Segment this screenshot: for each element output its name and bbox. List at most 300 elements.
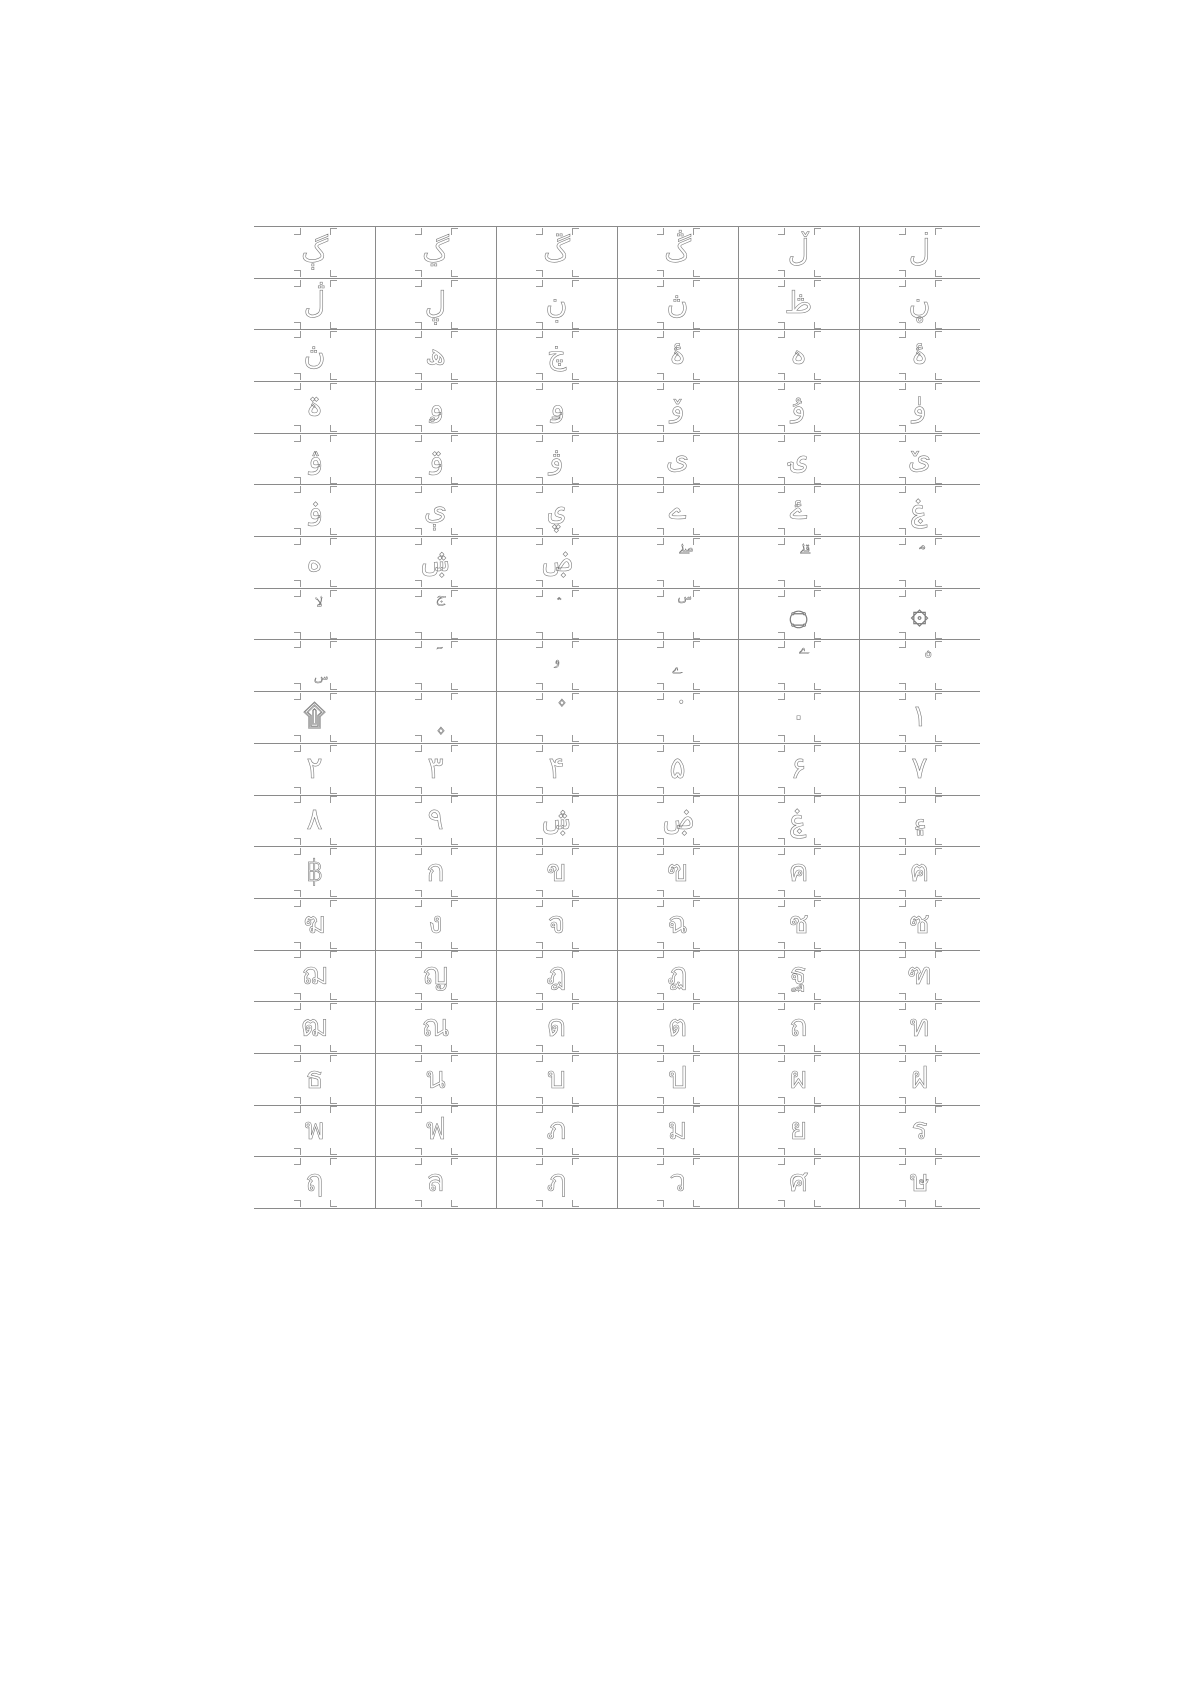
glyph-cell bbox=[254, 536, 375, 588]
guide-corner-mark bbox=[935, 1200, 942, 1207]
guide-corner-mark bbox=[415, 477, 422, 484]
guide-corner-mark bbox=[536, 383, 543, 390]
tracing-glyph: ณ bbox=[421, 1009, 450, 1045]
guide-corner-mark bbox=[899, 373, 906, 380]
tracing-glyph: ฌ bbox=[301, 957, 328, 993]
guide-corner-mark bbox=[330, 477, 337, 484]
guide-corner-mark bbox=[778, 528, 785, 535]
guide-corner-mark bbox=[778, 331, 785, 338]
glyph-cell bbox=[617, 743, 738, 795]
glyph-cell bbox=[617, 484, 738, 536]
tracing-glyph: ฉ bbox=[667, 905, 688, 941]
glyph-cell bbox=[375, 639, 496, 691]
glyph-cell bbox=[496, 795, 617, 847]
glyph-cell bbox=[617, 433, 738, 485]
tracing-glyph: ڽ bbox=[666, 285, 689, 321]
guide-corner-mark bbox=[899, 1003, 906, 1010]
tracing-glyph: ڴ bbox=[664, 233, 691, 269]
guide-corner-mark bbox=[572, 848, 579, 855]
tracing-glyph: ธ bbox=[305, 1060, 324, 1096]
guide-corner-mark bbox=[330, 993, 337, 1000]
tracing-glyph: ซ bbox=[909, 905, 930, 941]
guide-corner-mark bbox=[814, 745, 821, 752]
guide-corner-mark bbox=[294, 1097, 301, 1104]
guide-corner-mark bbox=[899, 951, 906, 958]
glyph-cell bbox=[254, 898, 375, 950]
guide-corner-mark bbox=[778, 538, 785, 545]
tracing-glyph: พ bbox=[304, 1112, 325, 1148]
guide-corner-mark bbox=[536, 1200, 543, 1207]
guide-corner-mark bbox=[294, 632, 301, 639]
guide-corner-mark bbox=[451, 435, 458, 442]
guide-corner-mark bbox=[899, 280, 906, 287]
guide-corner-mark bbox=[814, 683, 821, 690]
tracing-glyph: ฑ bbox=[907, 957, 932, 993]
glyph-cell bbox=[375, 1105, 496, 1157]
tracing-glyph: ฐ bbox=[790, 957, 807, 993]
guide-corner-mark bbox=[451, 322, 458, 329]
guide-corner-mark bbox=[536, 951, 543, 958]
glyph-cell bbox=[859, 1105, 980, 1157]
guide-corner-mark bbox=[657, 942, 664, 949]
guide-corner-mark bbox=[330, 1106, 337, 1113]
guide-corner-mark bbox=[415, 735, 422, 742]
guide-corner-mark bbox=[814, 838, 821, 845]
glyph-cell bbox=[738, 898, 859, 950]
guide-corner-mark bbox=[415, 383, 422, 390]
guide-corner-mark bbox=[451, 1003, 458, 1010]
guide-corner-mark bbox=[899, 477, 906, 484]
guide-corner-mark bbox=[814, 373, 821, 380]
guide-corner-mark bbox=[778, 796, 785, 803]
guide-corner-mark bbox=[451, 1148, 458, 1155]
guide-corner-mark bbox=[451, 683, 458, 690]
guide-corner-mark bbox=[451, 838, 458, 845]
guide-corner-mark bbox=[294, 745, 301, 752]
glyph-cell bbox=[496, 226, 617, 278]
tracing-glyph: ย bbox=[789, 1112, 808, 1148]
guide-corner-mark bbox=[451, 331, 458, 338]
guide-corner-mark bbox=[778, 745, 785, 752]
tracing-glyph: ล bbox=[426, 1164, 445, 1200]
tracing-glyph: ป bbox=[667, 1060, 688, 1096]
glyph-cell bbox=[617, 691, 738, 743]
guide-corner-mark bbox=[693, 848, 700, 855]
glyph-cell bbox=[496, 536, 617, 588]
guide-corner-mark bbox=[657, 486, 664, 493]
guide-corner-mark bbox=[693, 580, 700, 587]
guide-corner-mark bbox=[814, 228, 821, 235]
guide-corner-mark bbox=[330, 796, 337, 803]
guide-corner-mark bbox=[899, 590, 906, 597]
glyph-cell bbox=[496, 433, 617, 485]
guide-corner-mark bbox=[778, 1158, 785, 1165]
glyph-cell bbox=[738, 846, 859, 898]
glyph-cell bbox=[738, 1001, 859, 1053]
guide-corner-mark bbox=[935, 890, 942, 897]
guide-corner-mark bbox=[536, 477, 543, 484]
glyph-cell bbox=[254, 1105, 375, 1157]
glyph-cell bbox=[375, 898, 496, 950]
guide-corner-mark bbox=[451, 228, 458, 235]
guide-corner-mark bbox=[778, 425, 785, 432]
guide-corner-mark bbox=[778, 942, 785, 949]
glyph-cell bbox=[859, 226, 980, 278]
guide-corner-mark bbox=[572, 1055, 579, 1062]
guide-corner-mark bbox=[536, 993, 543, 1000]
guide-corner-mark bbox=[415, 1158, 422, 1165]
guide-corner-mark bbox=[899, 1097, 906, 1104]
tracing-glyph: ฎ bbox=[546, 957, 567, 993]
guide-corner-mark bbox=[330, 1055, 337, 1062]
guide-corner-mark bbox=[657, 331, 664, 338]
guide-corner-mark bbox=[814, 1106, 821, 1113]
guide-corner-mark bbox=[899, 270, 906, 277]
guide-corner-mark bbox=[572, 838, 579, 845]
guide-corner-mark bbox=[330, 632, 337, 639]
guide-corner-mark bbox=[935, 486, 942, 493]
guide-corner-mark bbox=[693, 951, 700, 958]
tracing-glyph: ฿ bbox=[304, 854, 325, 890]
guide-corner-mark bbox=[451, 486, 458, 493]
guide-corner-mark bbox=[572, 735, 579, 742]
guide-corner-mark bbox=[536, 322, 543, 329]
guide-corner-mark bbox=[899, 383, 906, 390]
guide-corner-mark bbox=[294, 951, 301, 958]
guide-corner-mark bbox=[814, 331, 821, 338]
guide-corner-mark bbox=[814, 425, 821, 432]
glyph-cell bbox=[617, 1105, 738, 1157]
tracing-glyph: ۼ bbox=[789, 802, 808, 838]
guide-corner-mark bbox=[778, 580, 785, 587]
guide-corner-mark bbox=[814, 942, 821, 949]
guide-corner-mark bbox=[330, 425, 337, 432]
guide-corner-mark bbox=[415, 942, 422, 949]
guide-corner-mark bbox=[814, 1055, 821, 1062]
tracing-glyph: ฒ bbox=[300, 1009, 329, 1045]
guide-corner-mark bbox=[294, 1106, 301, 1113]
glyph-cell bbox=[496, 381, 617, 433]
glyph-cell bbox=[738, 1053, 859, 1105]
guide-corner-mark bbox=[415, 590, 422, 597]
glyph-cell bbox=[617, 329, 738, 381]
guide-corner-mark bbox=[415, 1148, 422, 1155]
glyph-cell bbox=[617, 536, 738, 588]
glyph-cell bbox=[375, 329, 496, 381]
guide-corner-mark bbox=[294, 796, 301, 803]
glyph-cell bbox=[617, 588, 738, 640]
guide-corner-mark bbox=[572, 528, 579, 535]
guide-corner-mark bbox=[657, 683, 664, 690]
tracing-glyph: บ bbox=[546, 1060, 567, 1096]
glyph-cell bbox=[254, 795, 375, 847]
guide-corner-mark bbox=[536, 1106, 543, 1113]
tracing-glyph: ฃ bbox=[666, 854, 689, 890]
guide-corner-mark bbox=[778, 280, 785, 287]
guide-corner-mark bbox=[294, 1200, 301, 1207]
guide-corner-mark bbox=[778, 1200, 785, 1207]
guide-corner-mark bbox=[935, 331, 942, 338]
guide-corner-mark bbox=[778, 322, 785, 329]
guide-corner-mark bbox=[657, 1106, 664, 1113]
guide-corner-mark bbox=[451, 745, 458, 752]
tracing-glyph: ۄ bbox=[426, 388, 445, 424]
guide-corner-mark bbox=[814, 270, 821, 277]
guide-corner-mark bbox=[935, 838, 942, 845]
guide-corner-mark bbox=[330, 693, 337, 700]
tracing-glyph: ڸ bbox=[424, 285, 447, 321]
guide-corner-mark bbox=[778, 1055, 785, 1062]
guide-corner-mark bbox=[572, 1200, 579, 1207]
guide-corner-mark bbox=[330, 538, 337, 545]
glyph-cell bbox=[617, 278, 738, 330]
guide-corner-mark bbox=[899, 890, 906, 897]
guide-corner-mark bbox=[814, 280, 821, 287]
guide-corner-mark bbox=[693, 435, 700, 442]
guide-corner-mark bbox=[572, 796, 579, 803]
guide-corner-mark bbox=[415, 270, 422, 277]
glyph-cell bbox=[375, 1053, 496, 1105]
tracing-glyph: ฆ bbox=[303, 905, 326, 941]
glyph-cell bbox=[375, 381, 496, 433]
guide-corner-mark bbox=[294, 590, 301, 597]
guide-corner-mark bbox=[935, 528, 942, 535]
tracing-glyph: ช bbox=[788, 905, 809, 941]
guide-corner-mark bbox=[536, 735, 543, 742]
guide-corner-mark bbox=[330, 1200, 337, 1207]
guide-corner-mark bbox=[536, 331, 543, 338]
guide-corner-mark bbox=[693, 383, 700, 390]
tracing-glyph: ۶ bbox=[790, 750, 807, 786]
guide-corner-mark bbox=[935, 1045, 942, 1052]
guide-corner-mark bbox=[415, 486, 422, 493]
guide-corner-mark bbox=[294, 787, 301, 794]
guide-corner-mark bbox=[935, 735, 942, 742]
guide-corner-mark bbox=[778, 270, 785, 277]
glyph-cell bbox=[254, 1053, 375, 1105]
guide-corner-mark bbox=[536, 641, 543, 648]
guide-corner-mark bbox=[451, 477, 458, 484]
guide-corner-mark bbox=[899, 1055, 906, 1062]
guide-corner-mark bbox=[814, 528, 821, 535]
guide-corner-mark bbox=[415, 632, 422, 639]
guide-corner-mark bbox=[814, 383, 821, 390]
guide-corner-mark bbox=[693, 477, 700, 484]
guide-corner-mark bbox=[935, 538, 942, 545]
guide-corner-mark bbox=[657, 435, 664, 442]
glyph-cell bbox=[254, 846, 375, 898]
guide-corner-mark bbox=[572, 683, 579, 690]
guide-corner-mark bbox=[935, 641, 942, 648]
tracing-glyph: ۽ bbox=[910, 802, 929, 838]
guide-corner-mark bbox=[451, 900, 458, 907]
guide-corner-mark bbox=[536, 270, 543, 277]
guide-corner-mark bbox=[415, 425, 422, 432]
guide-corner-mark bbox=[778, 435, 785, 442]
guide-corner-mark bbox=[657, 745, 664, 752]
guide-corner-mark bbox=[451, 890, 458, 897]
guide-corner-mark bbox=[294, 270, 301, 277]
guide-corner-mark bbox=[778, 890, 785, 897]
guide-corner-mark bbox=[778, 1097, 785, 1104]
guide-corner-mark bbox=[451, 796, 458, 803]
glyph-cell bbox=[738, 795, 859, 847]
guide-corner-mark bbox=[451, 1158, 458, 1165]
guide-corner-mark bbox=[899, 435, 906, 442]
guide-corner-mark bbox=[935, 1158, 942, 1165]
tracing-glyph: ڷ bbox=[303, 285, 326, 321]
guide-corner-mark bbox=[899, 1200, 906, 1207]
guide-corner-mark bbox=[935, 1003, 942, 1010]
guide-corner-mark bbox=[415, 993, 422, 1000]
guide-corner-mark bbox=[935, 900, 942, 907]
tracing-glyph: ڵ bbox=[787, 233, 810, 269]
guide-corner-mark bbox=[778, 848, 785, 855]
glyph-cell bbox=[738, 639, 859, 691]
guide-corner-mark bbox=[294, 373, 301, 380]
guide-corner-mark bbox=[330, 322, 337, 329]
tracing-glyph: ۋ bbox=[549, 440, 564, 476]
tracing-glyph: ۳ bbox=[427, 750, 444, 786]
glyph-cell bbox=[496, 1001, 617, 1053]
tracing-glyph: ڿ bbox=[546, 337, 567, 373]
tracing-glyph: ข bbox=[546, 854, 567, 890]
guide-corner-mark bbox=[536, 890, 543, 897]
guide-corner-mark bbox=[415, 322, 422, 329]
guide-corner-mark bbox=[451, 787, 458, 794]
guide-corner-mark bbox=[330, 951, 337, 958]
guide-corner-mark bbox=[814, 951, 821, 958]
guide-corner-mark bbox=[899, 425, 906, 432]
glyph-cell bbox=[375, 433, 496, 485]
guide-corner-mark bbox=[536, 486, 543, 493]
guide-corner-mark bbox=[415, 1055, 422, 1062]
guide-corner-mark bbox=[693, 1097, 700, 1104]
guide-corner-mark bbox=[899, 693, 906, 700]
guide-corner-mark bbox=[451, 383, 458, 390]
glyph-cell bbox=[738, 588, 859, 640]
glyph-cell bbox=[617, 226, 738, 278]
guide-corner-mark bbox=[899, 848, 906, 855]
guide-corner-mark bbox=[572, 993, 579, 1000]
guide-corner-mark bbox=[536, 942, 543, 949]
guide-corner-mark bbox=[572, 538, 579, 545]
tracing-glyph: ۈ bbox=[912, 388, 927, 424]
tracing-glyph: ە bbox=[306, 543, 323, 579]
glyph-cell bbox=[254, 691, 375, 743]
tracing-glyph: ศ bbox=[788, 1164, 809, 1200]
guide-corner-mark bbox=[330, 590, 337, 597]
tracing-glyph: ۃ bbox=[305, 388, 324, 424]
glyph-cell bbox=[859, 1001, 980, 1053]
guide-corner-mark bbox=[935, 228, 942, 235]
tracing-glyph: ۱ bbox=[911, 698, 928, 734]
guide-corner-mark bbox=[693, 796, 700, 803]
guide-corner-mark bbox=[693, 745, 700, 752]
guide-corner-mark bbox=[330, 1158, 337, 1165]
guide-corner-mark bbox=[451, 528, 458, 535]
glyph-cell bbox=[859, 743, 980, 795]
guide-corner-mark bbox=[657, 322, 664, 329]
guide-corner-mark bbox=[899, 528, 906, 535]
guide-corner-mark bbox=[693, 993, 700, 1000]
tracing-glyph: ڹ bbox=[545, 285, 568, 321]
guide-corner-mark bbox=[693, 942, 700, 949]
guide-corner-mark bbox=[814, 693, 821, 700]
guide-corner-mark bbox=[657, 280, 664, 287]
guide-corner-mark bbox=[294, 331, 301, 338]
guide-corner-mark bbox=[657, 477, 664, 484]
tracing-glyph: ۸ bbox=[306, 802, 323, 838]
glyph-cell bbox=[617, 639, 738, 691]
glyph-cell bbox=[496, 950, 617, 1002]
guide-corner-mark bbox=[693, 641, 700, 648]
guide-corner-mark bbox=[657, 890, 664, 897]
guide-corner-mark bbox=[899, 900, 906, 907]
guide-corner-mark bbox=[415, 1045, 422, 1052]
glyph-cell bbox=[496, 1105, 617, 1157]
tracing-glyph: ڶ bbox=[908, 233, 931, 269]
guide-corner-mark bbox=[814, 1097, 821, 1104]
tracing-glyph: ۝ bbox=[789, 595, 808, 631]
tracing-glyph: ۀ bbox=[668, 337, 687, 373]
guide-corner-mark bbox=[572, 1097, 579, 1104]
glyph-cell bbox=[254, 1156, 375, 1208]
guide-corner-mark bbox=[899, 331, 906, 338]
glyph-cell bbox=[738, 536, 859, 588]
guide-corner-mark bbox=[415, 641, 422, 648]
guide-corner-mark bbox=[294, 693, 301, 700]
guide-corner-mark bbox=[657, 1148, 664, 1155]
glyph-cell bbox=[496, 588, 617, 640]
guide-corner-mark bbox=[657, 993, 664, 1000]
guide-corner-mark bbox=[778, 228, 785, 235]
glyph-cell bbox=[617, 1156, 738, 1208]
guide-corner-mark bbox=[415, 1106, 422, 1113]
guide-corner-mark bbox=[814, 322, 821, 329]
glyph-cell bbox=[859, 1156, 980, 1208]
tracing-glyph: ۻ bbox=[538, 543, 575, 579]
guide-corner-mark bbox=[294, 1148, 301, 1155]
guide-corner-mark bbox=[693, 735, 700, 742]
guide-corner-mark bbox=[935, 580, 942, 587]
guide-corner-mark bbox=[814, 993, 821, 1000]
guide-corner-mark bbox=[536, 838, 543, 845]
guide-corner-mark bbox=[451, 1097, 458, 1104]
guide-corner-mark bbox=[657, 632, 664, 639]
guide-corner-mark bbox=[935, 435, 942, 442]
guide-corner-mark bbox=[814, 796, 821, 803]
guide-corner-mark bbox=[330, 942, 337, 949]
glyph-cell bbox=[859, 381, 980, 433]
guide-corner-mark bbox=[330, 228, 337, 235]
tracing-glyph: ว bbox=[669, 1164, 686, 1200]
guide-corner-mark bbox=[572, 787, 579, 794]
tracing-glyph: ภ bbox=[546, 1112, 567, 1148]
guide-corner-mark bbox=[657, 270, 664, 277]
glyph-cell bbox=[254, 639, 375, 691]
guide-corner-mark bbox=[657, 796, 664, 803]
guide-corner-mark bbox=[693, 693, 700, 700]
guide-corner-mark bbox=[451, 693, 458, 700]
guide-corner-mark bbox=[536, 1003, 543, 1010]
guide-corner-mark bbox=[451, 848, 458, 855]
guide-corner-mark bbox=[330, 1097, 337, 1104]
guide-corner-mark bbox=[572, 270, 579, 277]
tracing-glyph: ۦ bbox=[671, 647, 684, 683]
guide-corner-mark bbox=[415, 745, 422, 752]
guide-corner-mark bbox=[572, 632, 579, 639]
